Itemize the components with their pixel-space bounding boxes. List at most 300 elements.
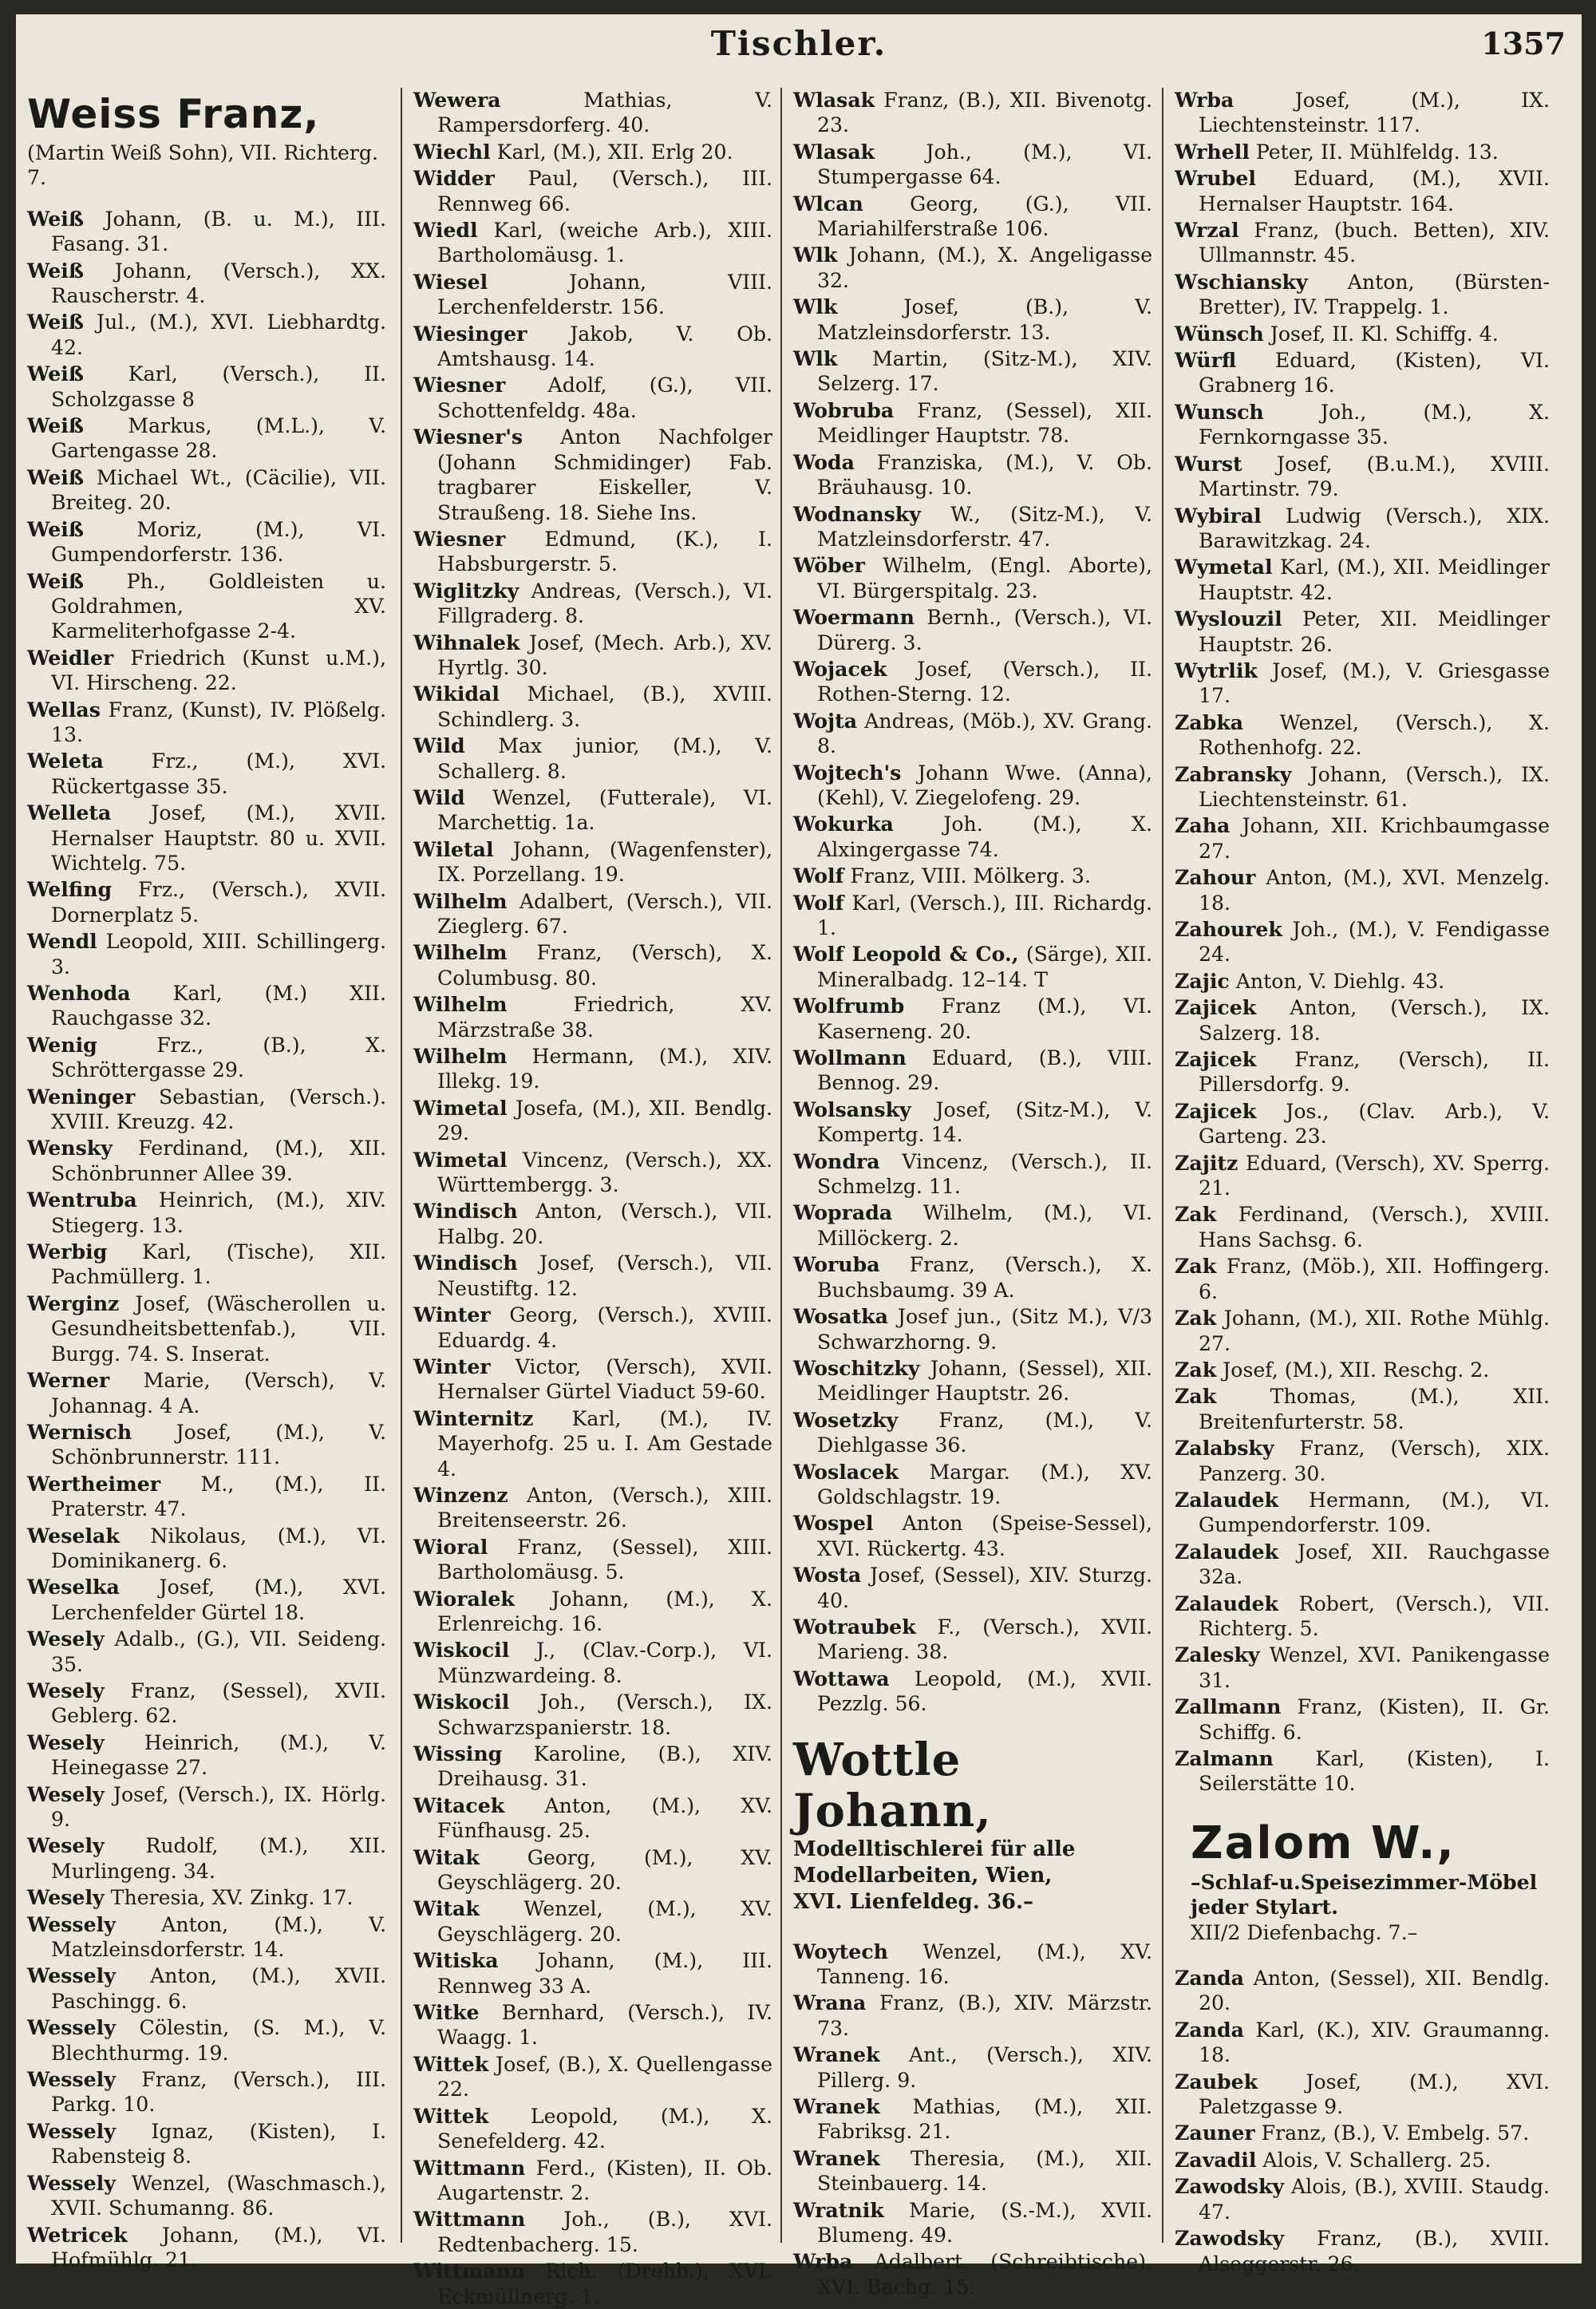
entry-surname: Wlk <box>793 243 838 267</box>
entry-details: Joh. (M.), X. Alxingergasse 74. <box>817 812 1152 861</box>
entry-details: Franz, (Versch.), X. Buchsbaumg. 39 A. <box>817 1253 1152 1302</box>
entry-details: Joh., (M.), V. Fendigasse 24. <box>1199 918 1550 967</box>
directory-entry <box>27 877 386 927</box>
entry-details: Bernh., (Versch.), VI. Dürerg. 3. <box>817 606 1152 654</box>
entry-surname: Wosetzky <box>793 1407 899 1432</box>
column-2 <box>413 88 772 2308</box>
directory-entry <box>793 1991 1152 2041</box>
entry-surname: Wesely <box>27 1885 105 1910</box>
directory-entry <box>413 2207 772 2257</box>
entry-surname: Wolsansky <box>793 1097 911 1121</box>
entry-surname: Weiß <box>27 310 84 334</box>
directory-entry <box>27 207 386 257</box>
directory-entry <box>793 502 1152 552</box>
entry-details: Josef, (Sitz-M.), V. Kompertg. 14. <box>817 1097 1152 1147</box>
entry-details: Leopold, (M.), X. Senefelderg. 42. <box>437 2104 772 2153</box>
directory-entry <box>27 1472 386 1522</box>
directory-entry <box>413 992 772 1042</box>
directory-entry <box>1175 1202 1550 1252</box>
advert-wottle-name: Wottle Johann, <box>793 1733 992 1837</box>
entry-surname: Wilhelm <box>413 940 508 965</box>
directory-entry <box>413 1690 772 1740</box>
entry-details: Cölestin, (S. M.), V. Blechthurmg. 19. <box>51 2016 386 2065</box>
entry-details: Paul, (Versch.), III. Rennweg 66. <box>437 167 772 215</box>
entry-details: Victor, (Versch), XVII. Hernalser Gürtel Viaduct 59-60. <box>437 1354 772 1404</box>
entry-surname: Woprada <box>793 1200 893 1225</box>
directory-entry <box>413 527 772 577</box>
entry-surname: Windisch <box>413 1199 518 1224</box>
directory-entry <box>793 398 1152 449</box>
entry-surname: Zalmann <box>1175 1746 1274 1770</box>
directory-entry <box>413 1793 772 1844</box>
entry-surname: Wlcan <box>793 191 863 215</box>
entry-surname: Wessely <box>27 1912 116 1936</box>
entry-surname: Woda <box>793 449 855 474</box>
entry-details: Josef, (Sessel), XIV. Sturzg. 40. <box>817 1564 1152 1612</box>
entry-surname: Werbig <box>27 1240 108 1264</box>
directory-entry <box>27 1678 386 1729</box>
directory-entry <box>793 891 1152 941</box>
directory-entry <box>413 1638 772 1688</box>
directory-entry <box>1175 1151 1550 1201</box>
entry-details: Max junior, (M.), V. Schallerg. 8. <box>437 734 772 783</box>
directory-entry <box>413 785 772 836</box>
directory-entry <box>793 553 1152 603</box>
directory-entry <box>1175 995 1550 1046</box>
entry-details: Michael Wt., (Cäcilie), VII. Breiteg. 20. <box>51 465 386 515</box>
entry-surname: Woslacek <box>793 1459 899 1484</box>
advert-zalom <box>1191 1817 1550 1945</box>
advert-zalom-name: Zalom W., <box>1191 1817 1456 1869</box>
entry-details: Anton, (M.), XVII. Paschingg. 6. <box>51 1964 386 2013</box>
entry-surname: Wlasak <box>793 88 875 112</box>
directory-entry <box>793 2249 1152 2299</box>
column-divider <box>1162 88 1163 2243</box>
directory-entry <box>793 1667 1152 1717</box>
directory-entry <box>1175 2018 1550 2068</box>
entry-surname: Zalaudek <box>1175 1539 1278 1564</box>
entry-details: Josef, (Wäscherollen u. Gesundheitsbettenfab.), VII. Burgg. 74. S. Inserat. <box>51 1291 386 1366</box>
directory-entry <box>1175 218 1550 268</box>
entry-surname: Zavadil <box>1175 2147 1257 2172</box>
directory-entry <box>793 1511 1152 1561</box>
entry-surname: Wimetal <box>413 1095 508 1120</box>
entry-surname: Wlasak <box>793 139 875 164</box>
entry-details: Josef, (M.), V. Griesgasse 17. <box>1199 658 1550 708</box>
entry-surname: Zawodsky <box>1175 2226 1285 2251</box>
directory-entry <box>27 1368 386 1418</box>
entry-details: Franz, (B.), XIV. Märzstr. 73. <box>817 1991 1152 2040</box>
entry-details: Josef, (M.), V. Schönbrunnerstr. 111. <box>51 1420 386 1469</box>
entry-surname: Wenig <box>27 1032 97 1057</box>
entry-details: Alois, (B.), XVIII. Staudg. 47. <box>1199 2175 1550 2224</box>
entry-details: Karl, (M.), IV. Mayerhofg. 25 u. I. Am Gestade 4. <box>437 1406 772 1481</box>
directory-entry <box>27 1524 386 1574</box>
directory-entry <box>1175 270 1550 320</box>
directory-entry <box>27 929 386 979</box>
directory-entry <box>27 1291 386 1366</box>
directory-entry <box>1175 2070 1550 2120</box>
entry-details: Karl, (Versch.), II. Scholzgasse 8 <box>51 362 386 411</box>
entry-surname: Winternitz <box>413 1406 534 1430</box>
entry-surname: Wioralek <box>413 1586 515 1611</box>
entry-surname: Wotraubek <box>793 1614 916 1639</box>
entry-surname: Zajicek <box>1175 995 1257 1020</box>
directory-entry <box>793 243 1152 293</box>
directory-entry <box>27 981 386 1031</box>
entry-details: Josef, (Versch.), II. Rothen-Sterng. 12. <box>817 657 1152 706</box>
entry-surname: Wöber <box>793 553 865 578</box>
entry-surname: Zahour <box>1175 865 1256 890</box>
entry-surname: Zak <box>1175 1357 1217 1382</box>
advert-zalom-line2: XII/2 Diefenbachg. 7.– <box>1191 1920 1418 1944</box>
directory-entry <box>1175 1746 1550 1797</box>
entry-details: M., (M.), II. Praterstr. 47. <box>51 1472 386 1521</box>
entry-surname: Wesely <box>27 1781 105 1806</box>
directory-entry <box>1175 166 1550 216</box>
entry-details: Friedrich, XV. Märzstraße 38. <box>437 993 772 1042</box>
entry-surname: Wyslouzil <box>1175 607 1282 631</box>
entry-surname: Zanda <box>1175 1966 1244 1991</box>
directory-entry <box>1175 452 1550 502</box>
directory-entry <box>27 1730 386 1781</box>
entry-details: Theresia, XV. Zinkg. 17. <box>104 1886 354 1910</box>
directory-entry <box>413 1483 772 1533</box>
entry-surname: Zak <box>1175 1384 1217 1409</box>
directory-entry <box>27 1136 386 1186</box>
entry-surname: Wiesner <box>413 373 506 397</box>
directory-entry <box>413 1044 772 1094</box>
entry-surname: Weiß <box>27 568 84 593</box>
column-divider <box>401 88 402 2243</box>
entry-details: Josef, II. Kl. Schiffg. 4. <box>1263 322 1499 346</box>
directory-entry <box>1175 813 1550 864</box>
entry-surname: Wiskocil <box>413 1690 510 1714</box>
directory-entry <box>793 1408 1152 1458</box>
directory-entry <box>1175 1591 1550 1642</box>
entry-surname: Wschiansky <box>1175 269 1308 294</box>
directory-entry <box>413 218 772 268</box>
entry-details: Marie, (S.-M.), XVII. Blumeng. 49. <box>817 2198 1152 2248</box>
entry-surname: Wiesner's <box>413 425 523 449</box>
entry-surname: Wrba <box>1175 88 1235 112</box>
directory-entry <box>1175 607 1550 657</box>
entry-surname: Wensky <box>27 1136 113 1160</box>
directory-entry <box>793 1939 1152 1990</box>
directory-entry <box>413 88 772 138</box>
entry-surname: Wratnik <box>793 2197 884 2222</box>
directory-entry <box>27 1782 386 1833</box>
entry-details: Joh., (Versch.), IX. Schwarzspanierstr. 18. <box>437 1690 772 1739</box>
entry-surname: Wenhoda <box>27 981 131 1005</box>
entry-surname: Wetricek <box>27 2222 128 2247</box>
entry-surname: Zalesky <box>1175 1643 1260 1667</box>
entry-details: Ferdinand, (M.), XII. Schönbrunner Allee 39. <box>51 1137 386 1185</box>
directory-entry <box>793 88 1152 138</box>
entry-surname: Weninger <box>27 1084 136 1109</box>
directory-entry <box>793 657 1152 707</box>
entry-surname: Witak <box>413 1896 480 1921</box>
directory-entry <box>27 1188 386 1238</box>
entry-details: Johann, (M.), X. Erlenreichg. 16. <box>437 1587 772 1635</box>
entry-details: Eduard, (M.), XVII. Hernalser Hauptstr. 164. <box>1199 167 1550 215</box>
entry-details: Friedrich (Kunst u.M.), VI. Hirscheng. 22. <box>51 646 386 695</box>
entry-details: Karoline, (B.), XIV. Dreihausg. 31. <box>437 1742 772 1791</box>
entry-details: Adalb., (G.), VII. Seideng. 35. <box>51 1627 386 1676</box>
entry-surname: Winter <box>413 1354 491 1378</box>
entry-details: Franz, (B.), V. Embelg. 57. <box>1254 2121 1530 2145</box>
entry-details: Jos., (Clav. Arb.), V. Garteng. 23. <box>1199 1099 1550 1149</box>
entry-details: Anton, (Versch.), VII. Halbg. 20. <box>437 1200 772 1248</box>
entry-surname: Wild <box>413 785 465 809</box>
entry-surname: Wikidal <box>413 682 500 706</box>
entry-details: Anton, (M.), V. Matzleinsdorferstr. 14. <box>51 1912 386 1962</box>
entry-surname: Wesely <box>27 1678 105 1702</box>
entry-surname: Winzenz <box>413 1482 508 1507</box>
entry-details: Josefa, (M.), XII. Bendlg. 29. <box>437 1096 772 1145</box>
entry-details: Wenzel, (Waschmasch.), XVII. Schumanng. 86. <box>51 2171 386 2220</box>
entry-surname: Wessely <box>27 2170 116 2195</box>
entry-details: Johann, VIII. Lerchenfelderstr. 156. <box>437 270 772 319</box>
entry-surname: Wrubel <box>1175 166 1256 191</box>
directory-entry <box>793 812 1152 862</box>
directory-entry <box>413 2259 772 2309</box>
entry-details: Heinrich, (M.), V. Heinegasse 27. <box>51 1730 386 1780</box>
directory-entry <box>793 2094 1152 2145</box>
directory-entry <box>793 140 1152 190</box>
entry-details: Anton, (Versch.), XIII. Breitenseerstr. 26. <box>437 1483 772 1532</box>
entry-list <box>1175 1966 1550 2276</box>
page-title: Tischler. <box>710 24 887 63</box>
entry-surname: Weiß <box>27 516 84 541</box>
entry-details: Theresia, (M.), XII. Steinbauerg. 14. <box>817 2146 1152 2196</box>
entry-surname: Wolf <box>793 890 844 915</box>
entry-details: Franz, (B.), XVIII. Alseggerstr. 26. <box>1199 2227 1550 2275</box>
entry-surname: Winter <box>413 1303 491 1327</box>
entry-details: Eduard, (B.), VIII. Bennog. 29. <box>817 1046 1152 1095</box>
entry-surname: Zabransky <box>1175 761 1292 786</box>
directory-entry <box>413 1948 772 1999</box>
directory-entry <box>27 465 386 516</box>
entry-surname: Wollmann <box>793 1046 907 1070</box>
entry-surname: Zajicek <box>1175 1047 1257 1072</box>
entry-details: Georg, (M.), XV. Geyschlägerg. 20. <box>437 1845 772 1895</box>
directory-entry <box>1175 1099 1550 1149</box>
entry-details: Franz, (Versch.), III. Parkg. 10. <box>51 2068 386 2117</box>
entry-surname: Wittek <box>413 2051 489 2076</box>
directory-entry <box>413 733 772 784</box>
entry-details: Jul., (M.), XVI. Liebhardtg. 42. <box>51 310 386 359</box>
entry-details: Johann, (Sessel), XII. Meidlinger Hauptstr. 26. <box>817 1356 1152 1406</box>
entry-surname: Zajitz <box>1175 1150 1238 1175</box>
directory-entry <box>27 2171 386 2221</box>
entry-details: Leopold, XIII. Schillingerg. 3. <box>51 930 386 979</box>
directory-entry <box>1175 1254 1550 1304</box>
entry-surname: Wittmann <box>413 2259 526 2283</box>
directory-entry <box>27 646 386 696</box>
entry-surname: Wessely <box>27 1963 116 1988</box>
entry-surname: Wondra <box>793 1149 880 1173</box>
entry-details: Robert, (Versch.), VII. Richterg. 5. <box>1199 1591 1550 1640</box>
directory-entry <box>1175 348 1550 398</box>
directory-entry <box>1175 1306 1550 1356</box>
entry-details: Josef, (M.), XVI. Lerchenfelder Gürtel 18. <box>51 1576 386 1624</box>
directory-entry <box>413 1096 772 1146</box>
entry-surname: Weiß <box>27 206 84 231</box>
directory-entry <box>1175 504 1550 554</box>
directory-entry <box>413 940 772 990</box>
directory-entry <box>413 579 772 629</box>
directory-entry <box>1175 710 1550 761</box>
page-header <box>16 14 1582 70</box>
entry-details: Eduard, (Versch), XV. Sperrg. 21. <box>1199 1151 1550 1200</box>
directory-entry <box>27 1420 386 1470</box>
directory-entry <box>413 2052 772 2102</box>
entry-surname: Zalabsky <box>1175 1436 1274 1461</box>
entry-surname: Zauner <box>1175 2121 1255 2145</box>
entry-surname: Wellas <box>27 697 101 722</box>
entry-details: Johann Wwe. (Anna), (Kehl), V. Ziegelofeng. 29. <box>817 761 1152 809</box>
directory-entry <box>413 2156 772 2206</box>
entry-details: Adalbert, (Schreibtische), XVI. Bachg. 15. <box>817 2250 1152 2299</box>
directory-entry <box>1175 2174 1550 2224</box>
column-1 <box>27 88 386 2271</box>
directory-entry <box>413 270 772 320</box>
entry-surname: Wilhelm <box>413 1044 508 1069</box>
entry-details: Karl, (M.), XII. Erlg 20. <box>490 140 733 164</box>
entry-surname: Wioral <box>413 1534 488 1559</box>
directory-entry <box>27 1912 386 1963</box>
directory-entry <box>793 1460 1152 1510</box>
directory-entry <box>27 1627 386 1677</box>
entry-details: F., (Versch.), XVII. Marieng. 38. <box>817 1615 1152 1664</box>
entry-details: Joh., (M.), VI. Stumpergasse 64. <box>817 140 1152 189</box>
entry-surname: Wiechl <box>413 139 491 164</box>
directory-entry <box>27 1575 386 1625</box>
entry-surname: Wymetal <box>1175 555 1273 579</box>
directory-entry <box>793 450 1152 500</box>
entry-details: Joh., (M.), X. Fernkorngasse 35. <box>1199 400 1550 449</box>
entry-surname: Witacek <box>413 1793 505 1817</box>
entry-details: Wenzel, (M.), XV. Geyschlägerg. 20. <box>437 1897 772 1946</box>
entry-surname: Welleta <box>27 801 112 825</box>
entry-surname: Wimetal <box>413 1147 508 1172</box>
entry-surname: Wrana <box>793 1991 867 2015</box>
entry-details: Wenzel, (M.), XV. Tanneng. 16. <box>817 1939 1152 1988</box>
entry-details: Peter, XII. Meidlinger Hauptstr. 26. <box>1199 607 1550 656</box>
entry-details: Hermann, (M.), VI. Gumpendorferstr. 109. <box>1199 1488 1550 1537</box>
directory-entry <box>793 942 1152 992</box>
directory-entry <box>413 140 772 164</box>
entry-details: Joh., (B.), XVI. Redtenbacherg. 15. <box>437 2208 772 2256</box>
entry-details: Josef, (Versch.), IX. Hörlg. 9. <box>51 1782 386 1831</box>
entry-surname: Wiesel <box>413 269 488 294</box>
entry-details: Franz (M.), VI. Kaserneng. 20. <box>817 994 1152 1043</box>
entry-details: Moriz, (M.), VI. Gumpendorferstr. 136. <box>51 517 386 567</box>
directory-entry <box>413 1406 772 1481</box>
entry-surname: Wranek <box>793 2094 880 2119</box>
entry-details: Nikolaus, (M.), VI. Dominikanerg. 6. <box>51 1524 386 1572</box>
entry-surname: Zalaudek <box>1175 1591 1278 1615</box>
entry-surname: Zak <box>1175 1306 1217 1330</box>
entry-details: Wenzel, XVI. Panikengasse 31. <box>1199 1643 1550 1692</box>
directory-entry <box>793 1149 1152 1200</box>
directory-entry <box>793 346 1152 397</box>
entry-details: Frz., (B.), X. Schröttergasse 29. <box>51 1033 386 1082</box>
entry-details: Karl, (Tische), XII. Pachmüllerg. 1. <box>51 1240 386 1289</box>
directory-entry <box>1175 1488 1550 1538</box>
entry-surname: Windisch <box>413 1251 518 1275</box>
entry-details: Karl, (weiche Arb.), XIII. Bartholomäusg. 1. <box>437 219 772 267</box>
entry-surname: Werginz <box>27 1291 120 1315</box>
entry-surname: Wottawa <box>793 1666 890 1690</box>
entry-surname: Woruba <box>793 1252 880 1277</box>
entry-surname: Weiß <box>27 413 84 438</box>
directory-entry <box>413 682 772 732</box>
directory-entry <box>793 709 1152 759</box>
entry-details: Johann, (M.), X. Angeligasse 32. <box>817 243 1152 292</box>
directory-entry <box>793 2198 1152 2248</box>
entry-details: Josef, (M.), XII. Reschg. 2. <box>1216 1358 1490 1382</box>
entry-surname: Zalaudek <box>1175 1487 1278 1512</box>
directory-entry <box>793 1563 1152 1613</box>
entry-details: Ferd., (Kisten), II. Ob. Augartenstr. 2. <box>437 2156 772 2204</box>
entry-details: Johann, (Wagenfenster), IX. Porzellang. 19. <box>437 837 772 887</box>
entry-details: Johann, (M.), VI. Hofmühlg. 21. <box>51 2223 386 2271</box>
directory-entry <box>793 1200 1152 1251</box>
directory-entry <box>1175 1047 1550 1097</box>
entry-details: Heinrich, (M.), XIV. Stiegerg. 13. <box>51 1188 386 1237</box>
entry-surname: Zanda <box>1175 2017 1244 2042</box>
advert-wottle <box>793 1734 1152 1916</box>
directory-entry <box>27 259 386 309</box>
entry-surname: Weiß <box>27 362 84 386</box>
directory-entry <box>27 2223 386 2273</box>
entry-surname: Wojtech's <box>793 760 902 785</box>
directory-entry <box>1175 140 1550 164</box>
entry-details: Franz, (Versch), X. Columbusg. 80. <box>437 941 772 990</box>
entry-details: Josef, (B.), V. Matzleinsdorferstr. 13. <box>817 295 1152 344</box>
entry-details: Johann, (M.), XII. Rothe Mühlg. 27. <box>1199 1307 1550 1355</box>
entry-details: Karl, (M.), XII. Meidlinger Hauptstr. 42. <box>1199 556 1550 604</box>
directory-entry <box>27 1963 386 2014</box>
directory-entry <box>27 1085 386 1135</box>
entry-details: Karl, (Versch.), III. Richardg. 1. <box>817 891 1152 939</box>
entry-surname: Wunsch <box>1175 399 1264 424</box>
entry-surname: Wiskocil <box>413 1638 510 1663</box>
entry-details: Ant., (Versch.), XIV. Pillerg. 9. <box>817 2043 1152 2092</box>
entry-details: Adolf, (G.), VII. Schottenfeldg. 48a. <box>437 374 772 422</box>
entry-details: Anton, (Versch.), IX. Salzerg. 18. <box>1199 996 1550 1045</box>
entry-surname: Witak <box>413 1844 480 1869</box>
entry-surname: Zaha <box>1175 813 1231 838</box>
entry-details: Franz, VIII. Mölkerg. 3. <box>843 864 1091 888</box>
entry-details: Peter, II. Mühlfeldg. 13. <box>1249 140 1499 164</box>
directory-entry <box>793 192 1152 242</box>
entry-details: Eduard, (Kisten), VI. Grabnerg 16. <box>1199 349 1550 397</box>
directory-entry <box>1175 322 1550 346</box>
directory-entry <box>1175 1384 1550 1434</box>
entry-list <box>27 207 386 2273</box>
directory-entry <box>413 1303 772 1353</box>
entry-details: Frz., (M.), XVI. Rückertgasse 35. <box>51 749 386 798</box>
entry-details: Hermann, (M.), XIV. Illekg. 19. <box>437 1045 772 1093</box>
directory-entry <box>413 1199 772 1249</box>
entry-surname: Wihnalek <box>413 630 520 654</box>
directory-entry <box>413 837 772 888</box>
entry-details: Mathias, (M.), XII. Fabriksg. 21. <box>817 2095 1152 2144</box>
entry-surname: Widder <box>413 166 495 191</box>
